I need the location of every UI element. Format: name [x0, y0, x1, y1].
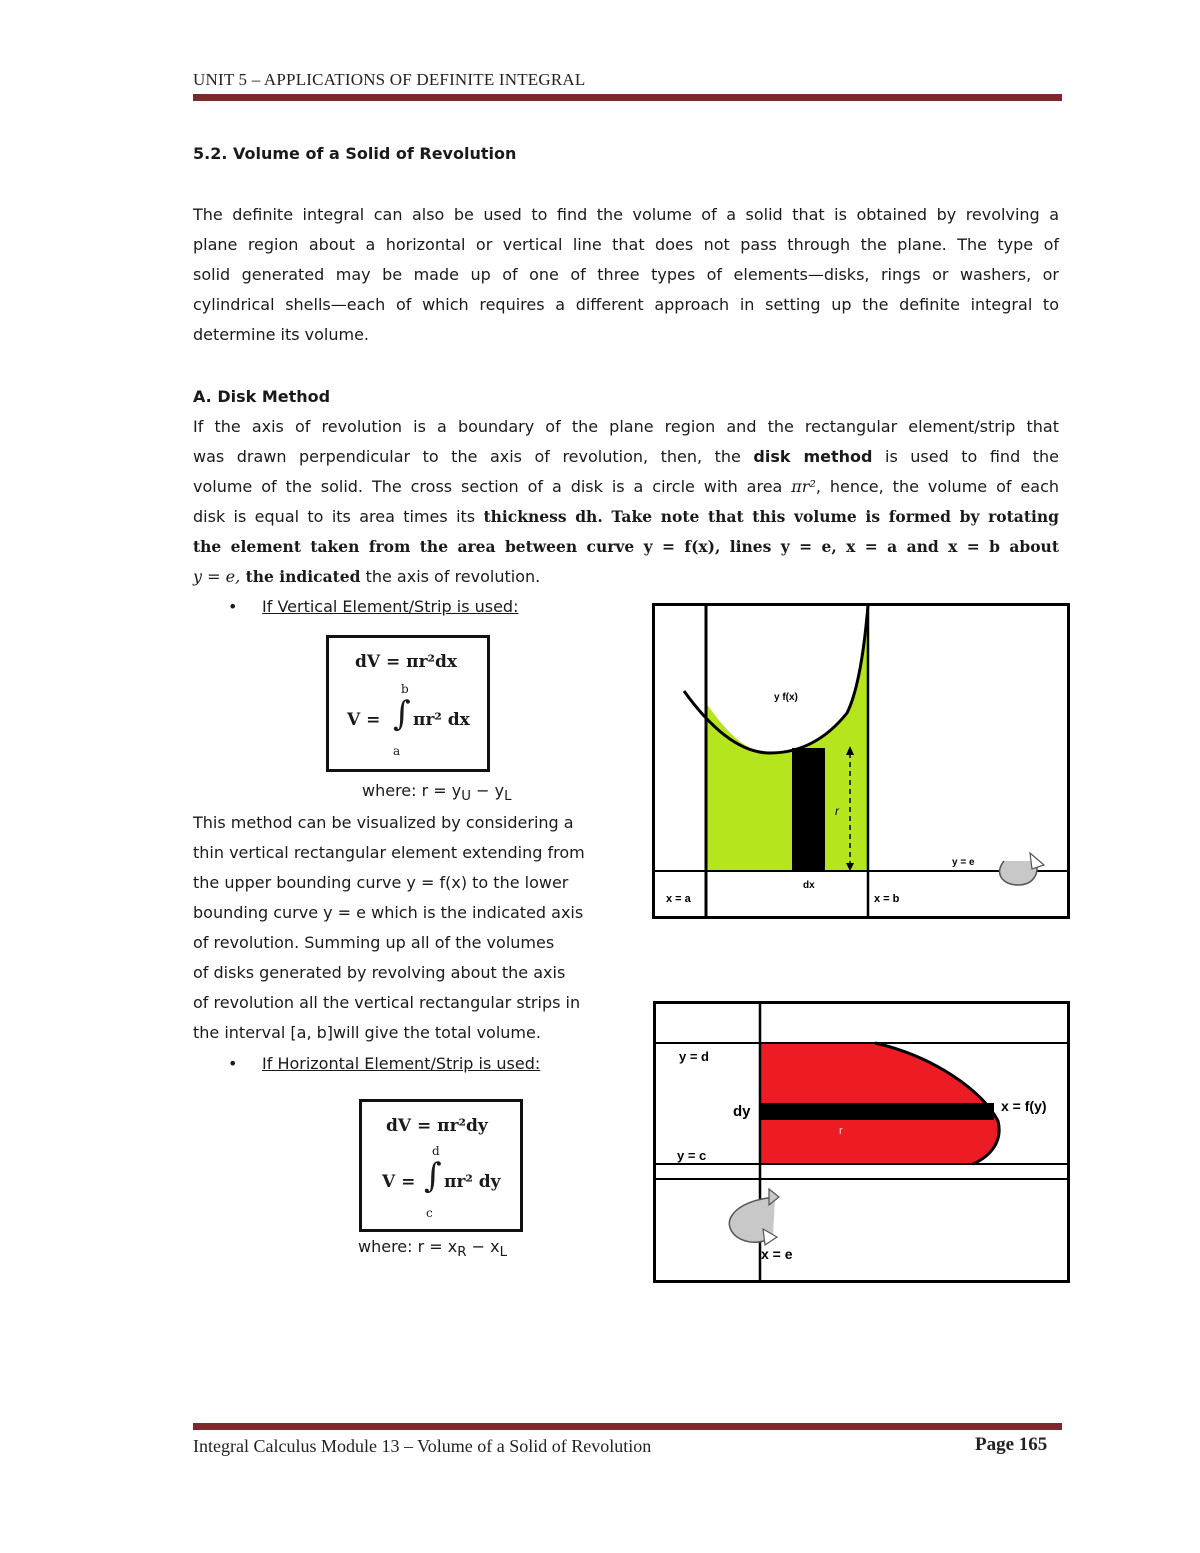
- text-span: was drawn perpendicular to the axis of revolution, then, the: [193, 447, 754, 466]
- explanation-line: This method can be visualized by considering a: [193, 813, 574, 832]
- header-rule: [193, 94, 1062, 101]
- footer-rule: [193, 1423, 1062, 1430]
- label-r: r: [835, 804, 839, 818]
- formula-box-horizontal: [359, 1099, 523, 1232]
- disk-method-title: A. Disk Method: [193, 387, 331, 406]
- bullet-label: If Vertical Element/Strip is used:: [262, 597, 519, 616]
- intro-line: plane region about a horizontal or vertical line that does not pass through the plane. The type of: [193, 235, 1059, 254]
- intro-line: solid generated may be made up of one of three types of elements—disks, rings or washers, or: [193, 265, 1059, 284]
- integral-sign: ∫: [424, 1156, 442, 1196]
- vertical-explanation: [193, 808, 633, 1048]
- label-y-d: y = d: [679, 1049, 709, 1064]
- intro-line: cylindrical shells—each of which requires a different approach in setting up the definite integral to: [193, 295, 1059, 314]
- formula-dv: dV = πr²dx: [355, 652, 458, 672]
- figure-horizontal-strip: [653, 1001, 1070, 1283]
- formula-v: V =: [347, 710, 381, 730]
- explanation-line: the upper bounding curve y = f(x) to the lower: [193, 873, 569, 892]
- label-y-c: y = c: [677, 1148, 707, 1163]
- label-y-e: y = e: [952, 857, 975, 868]
- subscript: U: [461, 789, 472, 805]
- area-formula: πr²: [791, 477, 816, 496]
- label-x-fy: x = f(y): [1001, 1098, 1047, 1114]
- explanation-line: thin vertical rectangular element extending from: [193, 843, 585, 862]
- subscript: R: [457, 1245, 467, 1261]
- label-dx: dx: [803, 880, 815, 891]
- page-number: Page 165: [975, 1434, 1048, 1455]
- vertical-strip: [792, 748, 825, 871]
- label-x-b: x = b: [874, 893, 900, 905]
- label-x-a: x = a: [666, 893, 691, 905]
- disk-line: If the axis of revolution is a boundary of the plane region and the rectangular element/strip that: [193, 417, 1059, 436]
- disk-line: [193, 562, 1059, 592]
- disk-method-term: disk method: [753, 447, 873, 466]
- axis-equation: y = e,: [193, 567, 241, 586]
- where-text: − x: [466, 1237, 500, 1256]
- text-span: , hence, the volume of each: [815, 477, 1060, 496]
- intro-line: The definite integral can also be used to find the volume of a solid that is obtained by revolving a: [193, 205, 1059, 224]
- label-y-fx: y f(x): [774, 692, 798, 703]
- bullet-label: If Horizontal Element/Strip is used:: [262, 1054, 541, 1073]
- lower-limit: a: [393, 744, 401, 758]
- disk-line: [193, 442, 1059, 472]
- disk-line: [193, 502, 1059, 532]
- bold-statement: the indicated: [240, 567, 361, 586]
- formula-v: V =: [382, 1172, 416, 1192]
- running-header: UNIT 5 – APPLICATIONS OF DEFINITE INTEGRAL: [193, 70, 586, 89]
- bullet-vertical-strip: [228, 597, 518, 616]
- intro-line: determine its volume.: [193, 325, 370, 344]
- text-span: disk is equal to its area times its: [193, 507, 484, 526]
- where-text: where: r = y: [362, 781, 462, 800]
- disk-line: the element taken from the area between curve y = f(x), lines y = e, x = a and x = b about: [193, 537, 1059, 556]
- where-text: where: r = x: [358, 1237, 458, 1256]
- section-title: 5.2. Volume of a Solid of Revolution: [193, 144, 517, 163]
- explanation-line: of revolution. Summing up all of the volumes: [193, 933, 555, 952]
- integral-sign: ∫: [393, 694, 411, 734]
- formula-box-vertical: [326, 635, 490, 772]
- integrand: πr² dx: [413, 710, 470, 730]
- explanation-line: the interval [a, b]will give the total volume.: [193, 1023, 541, 1042]
- explanation-line: of revolution all the vertical rectangular strips in: [193, 993, 581, 1012]
- text-span: volume of the solid. The cross section of a disk is a circle with area: [193, 477, 792, 496]
- bullet-horizontal-strip: [228, 1054, 540, 1073]
- subscript: L: [499, 1245, 507, 1261]
- explanation-line: bounding curve y = e which is the indicated axis: [193, 903, 584, 922]
- where-horizontal: [358, 1237, 507, 1260]
- disk-method-paragraph: [193, 382, 1059, 592]
- bullet-dot: •: [228, 1054, 238, 1073]
- lower-limit: c: [426, 1206, 433, 1220]
- text-span: is used to find the: [872, 447, 1059, 466]
- text-span: the axis of revolution.: [360, 567, 541, 586]
- upper-limit: d: [432, 1144, 440, 1158]
- figure-vertical-strip: [652, 603, 1070, 919]
- bold-statement: thickness dh. Take note that this volume is formed by rotating: [483, 507, 1059, 526]
- upper-limit: b: [401, 682, 409, 696]
- intro-paragraph: [193, 200, 1059, 350]
- footer-module: Integral Calculus Module 13 – Volume of a Solid of Revolution: [193, 1436, 652, 1456]
- integrand: πr² dy: [444, 1172, 501, 1192]
- bullet-dot: •: [228, 597, 238, 616]
- formula-dv: dV = πr²dy: [386, 1116, 488, 1136]
- where-vertical: [362, 781, 512, 804]
- subscript: L: [504, 789, 512, 805]
- explanation-line: of disks generated by revolving about the axis: [193, 963, 566, 982]
- disk-line: [193, 472, 1059, 502]
- label-dy: dy: [733, 1103, 751, 1120]
- where-text: − y: [471, 781, 505, 800]
- label-x-e: x = e: [761, 1246, 793, 1262]
- label-r: r: [839, 1125, 843, 1137]
- horizontal-strip: [760, 1103, 994, 1120]
